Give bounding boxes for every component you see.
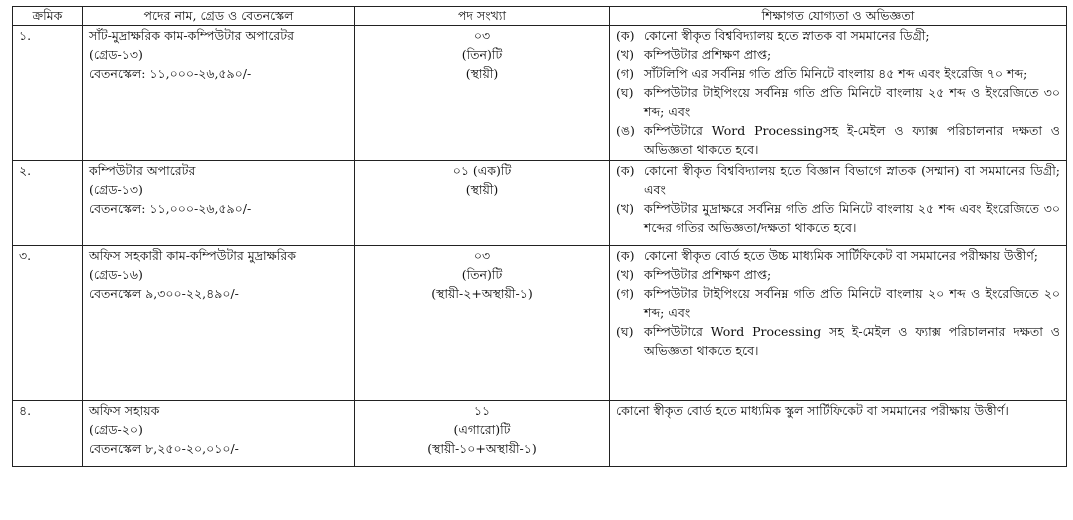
count-type: (স্থায়ী-১০+অস্থায়ী-১) xyxy=(427,441,537,456)
post-grade: (গ্রেড-১৬) xyxy=(89,267,143,282)
header-serial: ক্রমিক xyxy=(13,7,83,26)
qualification-marker: (ক) xyxy=(616,28,635,43)
post-name: অফিস সহায়ক xyxy=(89,403,160,418)
table-row xyxy=(13,26,1067,161)
qualification-marker: (খ) xyxy=(616,47,634,62)
header-count: পদ সংখ্যা xyxy=(355,7,610,26)
qualification-text: কম্পিউটার প্রশিক্ষণ প্রাপ্ত; xyxy=(644,47,772,62)
post-name: কম্পিউটার অপারেটর xyxy=(89,163,196,178)
qualification-text: কোনো স্বীকৃত বোর্ড হতে উচ্চ মাধ্যমিক সার্টিফিকেট বা সমমানের পরীক্ষায় উত্তীর্ণ; xyxy=(644,248,1038,263)
qualification-item xyxy=(616,45,1060,64)
qualification-marker: (ঘ) xyxy=(616,85,634,100)
row-qualifications xyxy=(610,161,1067,246)
post-grade: (গ্রেড-২০) xyxy=(89,422,143,437)
post-name: অফিস সহকারী কাম-কম্পিউটার মুদ্রাক্ষরিক xyxy=(89,248,296,263)
count-words: (এগারো)টি xyxy=(453,422,511,437)
qualification-marker: (গ) xyxy=(616,66,634,81)
row-qualifications xyxy=(610,26,1067,161)
qualification-item xyxy=(616,246,1060,265)
qualification-text: কোনো স্বীকৃত বিশ্ববিদ্যালয় হতে বিজ্ঞান বিভাগে স্নাতক (সম্মান) বা সমমানের ডিগ্রী; এবং xyxy=(644,163,1060,197)
table-row xyxy=(13,401,1067,467)
post-name: সাঁট-মুদ্রাক্ষরিক কাম-কম্পিউটার অপারেটর xyxy=(89,28,294,43)
qualification-text: কম্পিউটার মুদ্রাক্ষরে সর্বনিম্ন গতি প্রতি মিনিটে বাংলায় ২৫ শব্দ এবং ইংরেজিতে ৩০ শব্দের গতির অভিজ্ঞতা/দক্ষতা থাকতে হবে। xyxy=(644,201,1060,235)
qualification-marker: (খ) xyxy=(616,201,634,216)
row-serial: ২. xyxy=(13,161,83,246)
row-post xyxy=(83,26,355,161)
post-grade: (গ্রেড-১৩) xyxy=(89,47,143,62)
qualification-text: কম্পিউটার টাইপিংয়ে সর্বনিম্ন গতি প্রতি মিনিটে বাংলায় ২৫ শব্দ ও ইংরেজিতে ৩০ শব্দ; এবং xyxy=(644,85,1060,119)
qualification-item xyxy=(616,199,1060,237)
table-row xyxy=(13,246,1067,401)
row-qualifications xyxy=(610,401,1067,467)
qualification-item xyxy=(616,26,1060,45)
qualification-marker: (ক) xyxy=(616,248,635,263)
qualification-marker: (ঙ) xyxy=(616,123,635,138)
header-post: পদের নাম, গ্রেড ও বেতনস্কেল xyxy=(83,7,355,26)
table-row xyxy=(13,161,1067,246)
count-number: ০৩ xyxy=(473,248,491,263)
qualification-item xyxy=(616,284,1060,322)
row-qualifications xyxy=(610,246,1067,401)
row-serial: ১. xyxy=(13,26,83,161)
qualification-text: কোনো স্বীকৃত বোর্ড হতে মাধ্যমিক স্কুল সার্টিফিকেট বা সমমানের পরীক্ষায় উত্তীর্ণ। xyxy=(616,403,1009,418)
qualification-item xyxy=(616,265,1060,284)
qualification-text: কম্পিউটারে Word Processingসহ ই-মেইল ও ফ্যাক্স পরিচালনার দক্ষতা ও অভিজ্ঞতা থাকতে হবে। xyxy=(644,123,1060,157)
qualification-marker: (গ) xyxy=(616,286,634,301)
qualification-item xyxy=(616,161,1060,199)
table-header-row xyxy=(13,7,1067,26)
count-words: (তিন)টি xyxy=(461,267,503,282)
row-count xyxy=(355,161,610,246)
row-count xyxy=(355,401,610,467)
row-serial: ৩. xyxy=(13,246,83,401)
row-post xyxy=(83,161,355,246)
qualification-text: কম্পিউটার টাইপিংয়ে সর্বনিম্ন গতি প্রতি মিনিটে বাংলায় ২০ শব্দ ও ইংরেজিতে ২০ শব্দ; এবং xyxy=(644,286,1060,320)
post-pay-scale: বেতনস্কেল ৯,৩০০-২২,৪৯০/- xyxy=(89,286,239,301)
row-post xyxy=(83,246,355,401)
qualification-item xyxy=(616,121,1060,159)
count-words: (স্থায়ী) xyxy=(465,182,499,197)
qualification-text: কম্পিউটার প্রশিক্ষণ প্রাপ্ত; xyxy=(644,267,772,282)
qualification-marker: (খ) xyxy=(616,267,634,282)
qualification-text: কম্পিউটারে Word Processing সহ ই-মেইল ও ফ্যাক্স পরিচালনার দক্ষতা ও অভিজ্ঞতা থাকতে হবে। xyxy=(644,324,1060,358)
qualification-item xyxy=(616,322,1060,360)
qualification-text: সাঁটলিপি এর সর্বনিম্ন গতি প্রতি মিনিটে বাংলায় ৪৫ শব্দ এবং ইংরেজি ৭০ শব্দ; xyxy=(644,66,1028,81)
qualification-item xyxy=(616,83,1060,121)
header-qualification: শিক্ষাগত যোগ্যতা ও অভিজ্ঞতা xyxy=(610,7,1067,26)
qualification-item xyxy=(616,401,1060,420)
qualification-marker: (ক) xyxy=(616,163,635,178)
post-pay-scale: বেতনস্কেল: ১১,০০০-২৬,৫৯০/- xyxy=(89,201,252,216)
row-serial: ৪. xyxy=(13,401,83,467)
post-pay-scale: বেতনস্কেল ৮,২৫০-২০,০১০/- xyxy=(89,441,239,456)
post-pay-scale: বেতনস্কেল: ১১,০০০-২৬,৫৯০/- xyxy=(89,66,252,81)
qualification-item xyxy=(616,64,1060,83)
row-count xyxy=(355,246,610,401)
qualification-marker: (ঘ) xyxy=(616,324,634,339)
post-grade: (গ্রেড-১৩) xyxy=(89,182,143,197)
count-number: ০৩ xyxy=(473,28,491,43)
row-post xyxy=(83,401,355,467)
count-number: ১১ xyxy=(473,403,491,418)
count-number: ০১ (এক)টি xyxy=(452,163,512,178)
row-count xyxy=(355,26,610,161)
count-type: (স্থায়ী) xyxy=(465,66,499,81)
job-vacancy-table xyxy=(12,6,1067,467)
count-words: (তিন)টি xyxy=(461,47,503,62)
qualification-text: কোনো স্বীকৃত বিশ্ববিদ্যালয় হতে স্নাতক বা সমমানের ডিগ্রী; xyxy=(644,28,930,43)
count-type: (স্থায়ী-২+অস্থায়ী-১) xyxy=(431,286,533,301)
